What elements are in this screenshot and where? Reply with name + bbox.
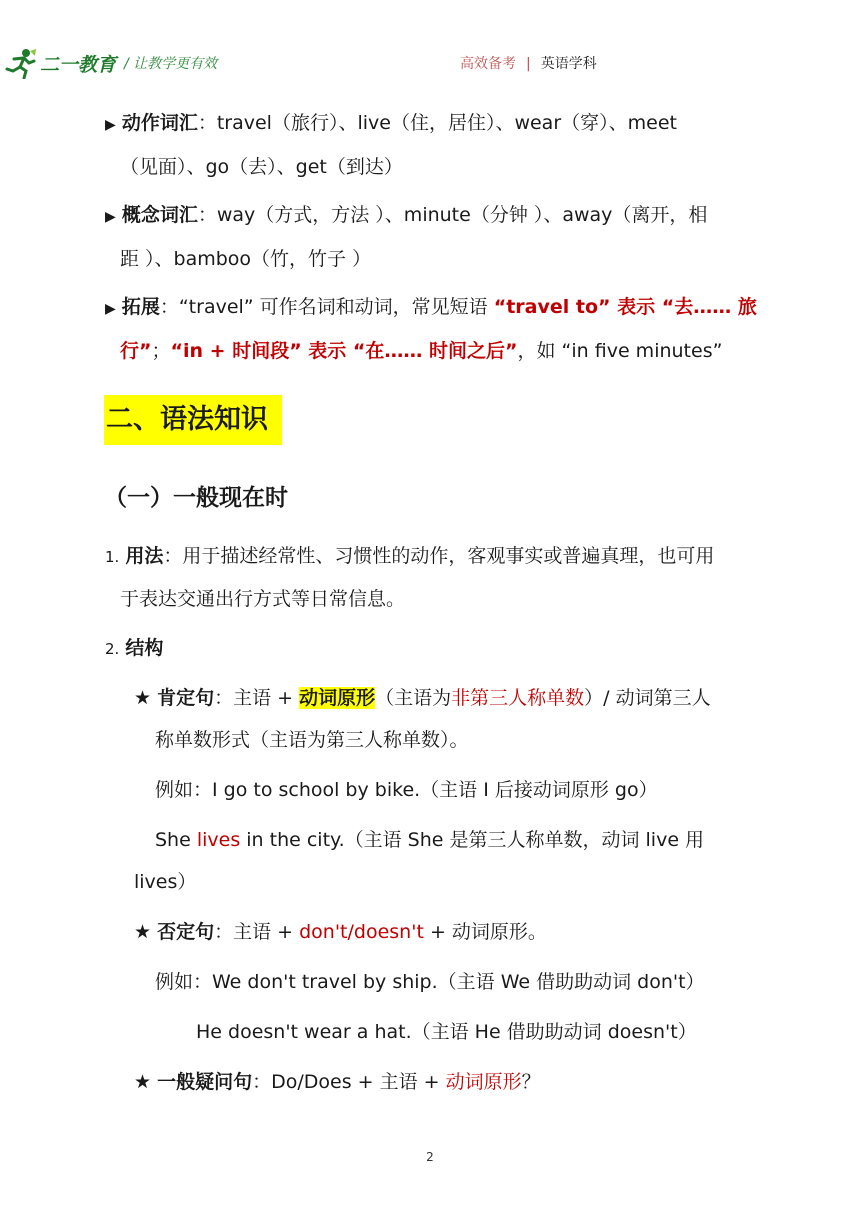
triangle-bullet-icon: ▶	[105, 209, 116, 225]
affirmative-red: 非第三人称单数	[451, 687, 585, 709]
question-label: 一般疑问句	[157, 1071, 253, 1093]
extension-sep: ；	[151, 340, 171, 362]
vocab-line2: （见面）、go（去）、get（到达）	[120, 156, 403, 178]
section-title: 二、语法知识	[104, 395, 282, 445]
question-a: ：Do/Does + 主语 +	[252, 1071, 446, 1093]
extension-text-a: ：“travel” 可作名词和动词，常见短语	[159, 296, 494, 318]
item-number: 1.	[105, 548, 120, 566]
usage-line2: 于表达交通出行方式等日常信息。	[120, 588, 406, 610]
usage-item	[105, 535, 765, 620]
star-icon: ★	[134, 687, 152, 709]
usage-line1: ：用于描述经常性、习惯性的动作，客观事实或普遍真理，也可用	[163, 545, 715, 567]
vocab-label: 概念词汇	[121, 204, 198, 226]
question-red: 动词原形	[445, 1071, 522, 1093]
structure-label: 结构	[125, 637, 164, 659]
negative-b: + 动词原形。	[423, 921, 547, 943]
header-subject	[460, 53, 597, 73]
header-separator: |	[526, 56, 531, 72]
vocab-item-concepts	[105, 194, 765, 280]
vocab-label: 动作词汇	[121, 112, 198, 134]
vocab-line1: ：travel（旅行）、live（住，居住）、wear（穿）、meet	[197, 112, 677, 134]
vocab-label: 拓展	[121, 296, 160, 318]
extension-red-2: 行”	[120, 340, 152, 362]
example-b: in the city.（主语 She 是第三人称单数，动词 live 用	[240, 829, 705, 851]
affirmative-line2: 称单数形式（主语为第三人称单数）。	[155, 729, 469, 751]
vocab-item-extension	[105, 286, 765, 372]
negative-rule	[134, 911, 774, 953]
star-icon: ★	[134, 921, 152, 943]
affirmative-a: ：主语 +	[214, 687, 300, 709]
negative-a: ：主语 +	[214, 921, 300, 943]
vocab-item-actions	[105, 102, 765, 188]
page-number: 2	[426, 1150, 434, 1164]
affirmative-b: （主语为	[375, 687, 452, 709]
negative-red: don't/doesn't	[299, 921, 424, 943]
example-red: lives	[196, 829, 241, 851]
negative-example-2: He doesn't wear a hat.（主语 He 借助助动词 doesn't）	[196, 1021, 697, 1043]
example-a: She	[155, 829, 197, 851]
vocab-line1: ：way（方式，方法 ）、minute（分钟 ）、away（离开，相	[197, 204, 708, 226]
triangle-bullet-icon: ▶	[105, 301, 116, 317]
item-number: 2.	[105, 640, 120, 658]
extension-red-3: “in + 时间段” 表示 “在…… 时间之后”	[170, 340, 518, 362]
vocab-line2: 距 ）、bamboo（竹，竹子 ）	[120, 248, 372, 270]
question-rule	[134, 1061, 774, 1103]
extension-red-1: “travel to” 表示 “去…… 旅	[493, 296, 757, 318]
negative-example-1: 例如：We don't travel by ship.（主语 We 借助助动词 don't）	[155, 971, 705, 993]
example-line2: lives）	[134, 871, 197, 893]
header-right-a: 高效备考	[460, 56, 516, 72]
triangle-bullet-icon: ▶	[105, 117, 116, 133]
structure-item	[105, 627, 765, 670]
affirmative-c: ）/ 动词第三人	[584, 687, 711, 709]
header-brand	[4, 46, 217, 80]
question-b: ？	[521, 1071, 541, 1093]
running-person-logo-icon	[4, 47, 38, 79]
usage-label: 用法	[125, 545, 164, 567]
negative-label: 否定句	[157, 921, 215, 943]
affirmative-highlight: 动词原形	[299, 687, 376, 709]
header-slogan: / 让教学更有效	[124, 56, 218, 72]
affirmative-example-2	[134, 819, 774, 903]
affirmative-example-1: 例如：I go to school by bike.（主语 I 后接动词原形 go）	[155, 779, 658, 801]
affirmative-rule	[134, 677, 774, 761]
header-right-b: 英语学科	[540, 56, 597, 72]
star-icon: ★	[134, 1071, 152, 1093]
affirmative-label: 肯定句	[157, 687, 215, 709]
subsection-title: （一）一般现在时	[104, 485, 288, 511]
extension-text-c: ，如 “in five minutes”	[517, 340, 723, 362]
logo-text: 二一教育	[40, 53, 117, 76]
